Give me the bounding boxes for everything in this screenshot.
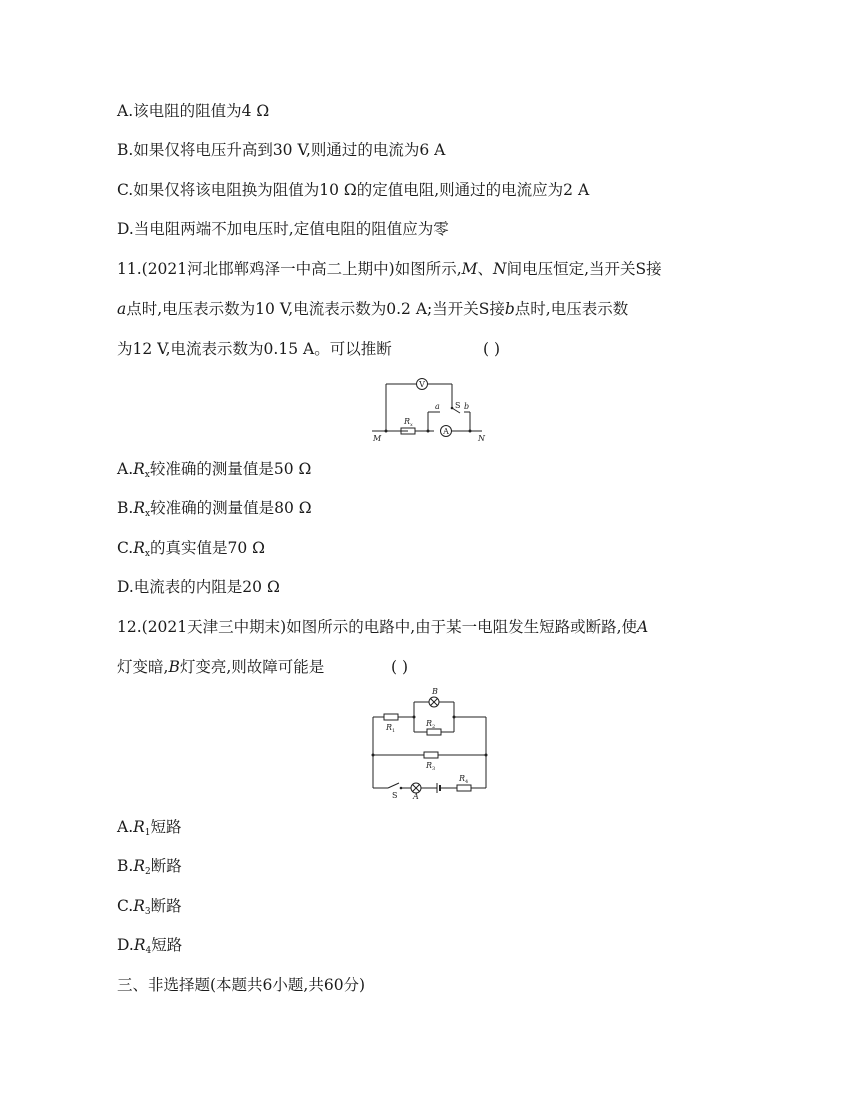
r3-subscript: 3 bbox=[432, 766, 436, 772]
q10-option-c: C.如果仅将该电阻换为阻值为10 Ω的定值电阻,则通过的电流应为2 A bbox=[117, 181, 590, 199]
q11-stem-line-1: 11.(2021河北邯郸鸡泽一中高二上期中)如图所示,M、N间电压恒定,当开关S接 bbox=[117, 260, 662, 278]
resistor-subscript: x bbox=[410, 422, 413, 428]
r4-subscript: 4 bbox=[465, 779, 469, 785]
switch-contact-b: b bbox=[464, 402, 470, 411]
switch-label: S bbox=[455, 401, 461, 410]
r2-subscript: 2 bbox=[432, 724, 436, 730]
q11-circuit-diagram bbox=[370, 376, 500, 444]
r1-label: R bbox=[386, 723, 393, 732]
resistor-label: R bbox=[404, 417, 411, 426]
section-heading: 三、非选择题(本题共6小题,共60分) bbox=[117, 976, 366, 994]
q10-option-a: A.该电阻的阻值为4 Ω bbox=[117, 102, 270, 120]
q12-stem-line-1: 12.(2021天津三中期末)如图所示的电路中,由于某一电阻发生短路或断路,使A bbox=[117, 618, 649, 636]
q12-option-c: $C.R_3$断路 bbox=[117, 897, 182, 917]
r2-label: R bbox=[426, 719, 433, 728]
voltmeter-label: V bbox=[419, 380, 425, 389]
q10-option-d: D.当电阻两端不加电压时,定值电阻的阻值应为零 bbox=[117, 220, 449, 238]
q12-option-a: $A.R_1$短路 bbox=[117, 818, 182, 838]
q12-option-d: $D.R_4$短路 bbox=[117, 936, 183, 956]
q12-option-b: $B.R_2$断路 bbox=[117, 857, 182, 877]
lamp-b-label: B bbox=[432, 688, 438, 696]
switch-contact-a: a bbox=[435, 402, 440, 411]
r3-label: R bbox=[426, 761, 433, 770]
r1-subscript: 1 bbox=[392, 728, 396, 734]
terminal-n: N bbox=[478, 434, 485, 443]
terminal-m: M bbox=[373, 434, 382, 443]
r4-label: R bbox=[459, 774, 466, 783]
q11-option-b: $B.R_x$较准确的测量值是80 Ω bbox=[117, 499, 312, 519]
q10-option-b: B.如果仅将电压升高到30 V,则通过的电流为6 A bbox=[117, 141, 446, 159]
answer-bracket: ( ) bbox=[483, 340, 501, 358]
ammeter-label: A bbox=[443, 427, 449, 436]
answer-bracket: ( ) bbox=[391, 658, 409, 676]
q12-circuit-diagram bbox=[368, 688, 492, 800]
q11-option-c: $C.R_x$的真实值是70 Ω bbox=[117, 539, 265, 559]
q11-stem-line-3: 为12 V,电流表示数为0.15 A。可以推断 ( ) bbox=[117, 340, 501, 358]
q11-option-d: D.电流表的内阻是20 Ω bbox=[117, 578, 280, 596]
q11-option-a: $A.R_x$较准确的测量值是50 Ω bbox=[117, 460, 312, 480]
lamp-a-label: A bbox=[413, 792, 419, 800]
q11-stem-line-2: a点时,电压表示数为10 V,电流表示数为0.2 A;当开关S接b点时,电压表示数 bbox=[117, 300, 629, 318]
switch-s-label: S bbox=[392, 791, 398, 800]
q12-stem-line-2: 灯变暗,B灯变亮,则故障可能是 ( ) bbox=[117, 658, 409, 676]
